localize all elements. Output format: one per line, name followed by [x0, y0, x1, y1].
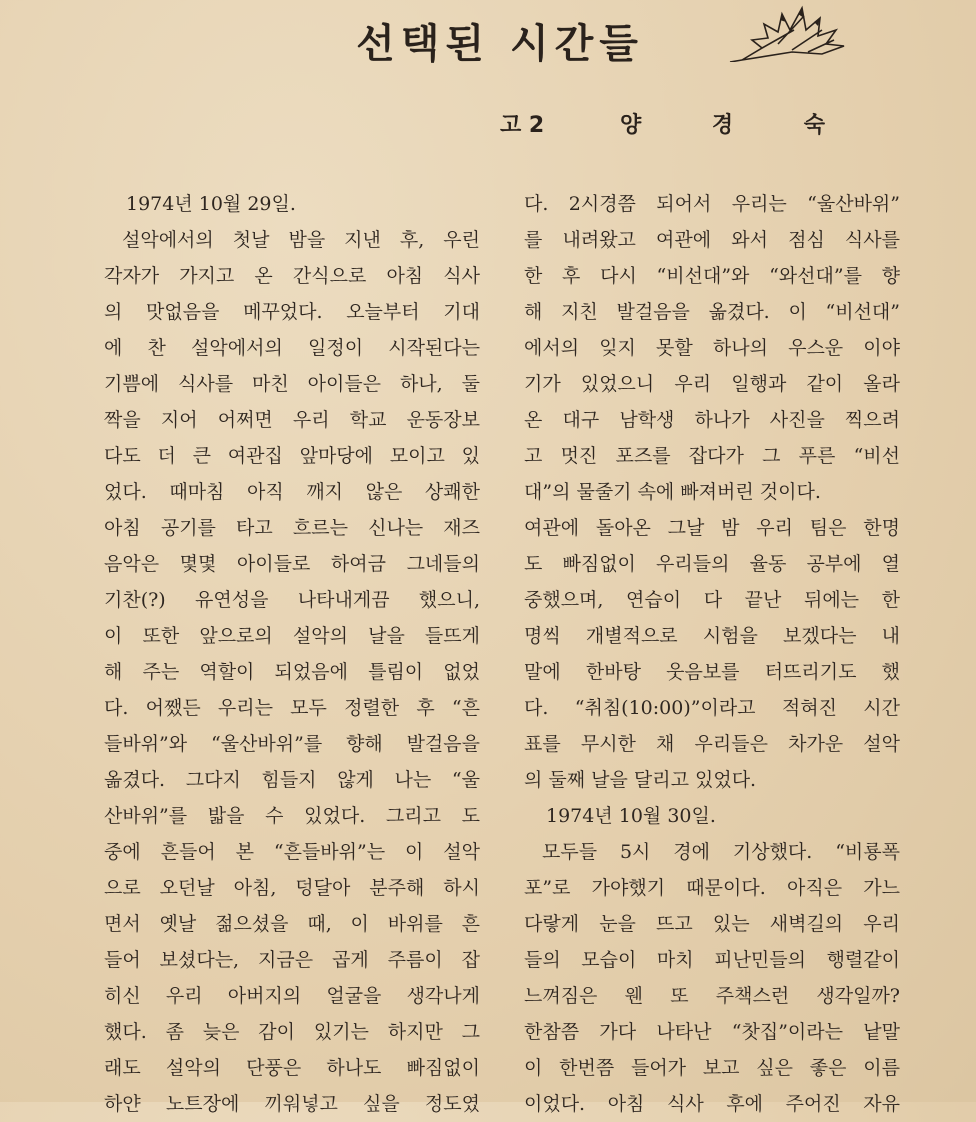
text-line: 다랗게 눈을 뜨고 있는 새벽길의 우리: [524, 913, 900, 935]
text-line: 모두들 5시 경에 기상했다. “비룡폭: [542, 841, 900, 863]
text-line: 에서의 잊지 못할 하나의 우스운 이야: [524, 337, 900, 359]
author-byline: [500, 108, 840, 139]
text-line: 하얀 노트장에 끼워넣고 싶을 정도였: [104, 1093, 480, 1115]
text-line: 에 찬 설악에서의 일정이 시작된다는: [104, 337, 480, 359]
text-line: 들의 모습이 마치 피난민들의 행렬같이: [524, 949, 900, 971]
text-line: 의 둘째 날을 달리고 있었다.: [524, 769, 757, 791]
author-class: 고 2: [500, 113, 545, 138]
text-line: 이었다. 아침 식사 후에 주어진 자유: [524, 1093, 900, 1115]
maple-leaf-illustration: [722, 0, 852, 62]
text-line: 해 지친 발걸음을 옮겼다. 이 “비선대”: [524, 301, 900, 323]
author-name: 양 경 숙: [620, 113, 825, 138]
text-line: 산바위”를 밟을 수 있었다. 그리고 도: [104, 805, 480, 827]
text-line: 1974년 10월 29일.: [126, 193, 296, 215]
text-line: 여관에 돌아온 그날 밤 우리 팀은 한명: [524, 517, 900, 539]
text-line: 이 또한 앞으로의 설악의 날을 들뜨게: [104, 625, 480, 647]
text-line: 의 맛없음을 메꾸었다. 오늘부터 기대: [104, 301, 480, 323]
text-line: 기찬(?) 유연성을 나타내게끔 했으니,: [104, 589, 480, 611]
text-line: 느껴짐은 웬 또 주책스런 생각일까?: [524, 985, 900, 1007]
text-line: 각자가 가지고 온 간식으로 아침 식사: [104, 265, 480, 287]
text-line: 었다. 때마침 아직 깨지 않은 상쾌한: [104, 481, 480, 503]
text-line: 히신 우리 아버지의 얼굴을 생각나게: [104, 985, 480, 1007]
text-line: 표를 무시한 채 우리들은 차가운 설악: [524, 733, 900, 755]
text-line: 포”로 가야했기 때문이다. 아직은 가느: [524, 877, 900, 899]
text-line: 도 빠짐없이 우리들의 율동 공부에 열: [524, 553, 900, 575]
text-line: 면서 옛날 젊으셨을 때, 이 바위를 흔: [104, 913, 480, 935]
text-line: 말에 한바탕 웃음보를 터뜨리기도 했: [524, 661, 900, 683]
text-line: 들바위”와 “울산바위”를 향해 발걸음을: [104, 733, 480, 755]
text-line: 다. “취침(10:00)”이라고 적혀진 시간: [524, 697, 900, 719]
text-line: 해 주는 역할이 되었음에 틀림이 없었: [104, 661, 480, 683]
text-line: 고 멋진 포즈를 잡다가 그 푸른 “비선: [524, 445, 900, 467]
right-column: [524, 186, 900, 1122]
text-line: 한참쯤 가다 나타난 “찻집”이라는 낱말: [524, 1021, 900, 1043]
text-line: 으로 오던날 아침, 덩달아 분주해 하시: [104, 877, 480, 899]
text-line: 중에 흔들어 본 “흔들바위”는 이 설악: [104, 841, 480, 863]
text-line: 다. 어쨌든 우리는 모두 정렬한 후 “흔: [104, 697, 480, 719]
text-line: 설악에서의 첫날 밤을 지낸 후, 우린: [122, 229, 480, 251]
text-line: 명씩 개별적으로 시험을 보겠다는 내: [524, 625, 900, 647]
text-line: 짝을 지어 어쩌면 우리 학교 운동장보: [104, 409, 480, 431]
text-line: 기가 있었으니 우리 일행과 같이 올라: [524, 373, 900, 395]
text-line: 했다. 좀 늦은 감이 있기는 하지만 그: [104, 1021, 480, 1043]
text-line: 음악은 몇몇 아이들로 하여금 그네들의: [104, 553, 480, 575]
text-line: 다도 더 큰 여관집 앞마당에 모이고 있: [104, 445, 480, 467]
article-title: 선택된 시간들: [356, 21, 644, 67]
text-line: 온 대구 남학생 하나가 사진을 찍으려: [524, 409, 900, 431]
text-line: 래도 설악의 단풍은 하나도 빠짐없이: [104, 1057, 480, 1079]
left-column: [104, 186, 480, 1122]
text-line: 를 내려왔고 여관에 와서 점심 식사를: [524, 229, 900, 251]
text-line: 이 한번쯤 들어가 보고 싶은 좋은 이름: [524, 1057, 900, 1079]
text-line: 중했으며, 연습이 다 끝난 뒤에는 한: [524, 589, 900, 611]
text-line: 들어 보셨다는, 지금은 곱게 주름이 잡: [104, 949, 480, 971]
text-line: 아침 공기를 타고 흐르는 신나는 재즈: [104, 517, 480, 539]
text-line: 한 후 다시 “비선대”와 “와선대”를 향: [524, 265, 900, 287]
text-line: 다. 2시경쯤 되어서 우리는 “울산바위”: [524, 193, 900, 215]
text-line: 대”의 물줄기 속에 빠져버린 것이다.: [524, 481, 821, 503]
text-line: 1974년 10월 30일.: [546, 805, 716, 827]
text-line: 기쁨에 식사를 마친 아이들은 하나, 둘: [104, 373, 480, 395]
text-line: 옮겼다. 그다지 힘들지 않게 나는 “울: [104, 769, 480, 791]
